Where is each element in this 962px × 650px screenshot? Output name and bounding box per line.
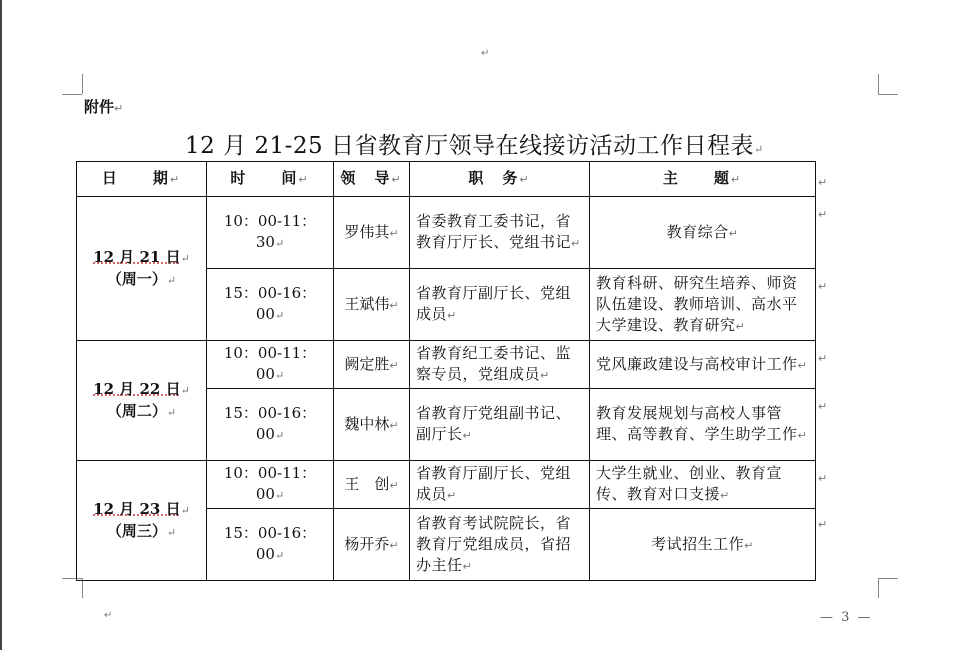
title-text: 12 月 21-25 日省教育厅领导在线接访活动工作日程表 bbox=[185, 133, 755, 159]
time-cell: 15：00-16：00↵ bbox=[207, 509, 334, 581]
table-row bbox=[77, 197, 816, 269]
topic-cell: 大学生就业、创业、教育宣传、教育对口支援↵ bbox=[590, 461, 816, 509]
header-leader: 领 导↵ bbox=[334, 162, 410, 197]
leader-cell: 阙定胜↵ bbox=[334, 341, 410, 389]
paragraph-mark: ↵ bbox=[104, 610, 113, 621]
row-end-mark: ↵ bbox=[818, 352, 828, 365]
time-cell: 10：00-11：00↵ bbox=[207, 341, 334, 389]
topic-cell: 教育发展规划与高校人事管理、高等教育、学生助学工作↵ bbox=[590, 389, 816, 461]
time-cell: 15：00-16：00↵ bbox=[207, 269, 334, 341]
table-row bbox=[77, 461, 816, 509]
table-header-row bbox=[77, 162, 816, 197]
attachment-text: 附件 bbox=[84, 98, 115, 116]
attachment-label: 附件↵ bbox=[84, 98, 124, 116]
position-cell: 省教育厅副厅长、党组成员↵ bbox=[410, 461, 590, 509]
date-cell: 12 月 23 日↵ （周三）↵ bbox=[77, 461, 207, 581]
page-left-edge bbox=[0, 0, 2, 650]
time-cell: 10：00-11：00↵ bbox=[207, 461, 334, 509]
leader-cell: 罗伟其↵ bbox=[334, 197, 410, 269]
position-cell: 省教育纪工委书记、监察专员，党组成员↵ bbox=[410, 341, 590, 389]
row-end-mark: ↵ bbox=[818, 472, 828, 485]
leader-cell: 魏中林↵ bbox=[334, 389, 410, 461]
table-row bbox=[77, 341, 816, 389]
row-end-mark: ↵ bbox=[818, 176, 828, 189]
row-end-mark: ↵ bbox=[818, 400, 828, 413]
date-cell: 12 月 22 日↵ （周二）↵ bbox=[77, 341, 207, 461]
row-end-mark: ↵ bbox=[818, 208, 828, 221]
position-cell: 省教育厅党组副书记、副厅长↵ bbox=[410, 389, 590, 461]
header-topic: 主 题↵ bbox=[590, 162, 816, 197]
topic-cell: 教育科研、研究生培养、师资队伍建设、教师培训、高水平大学建设、教育研究↵ bbox=[590, 269, 816, 341]
header-time: 时 间↵ bbox=[207, 162, 334, 197]
header-date: 日 期↵ bbox=[77, 162, 207, 197]
time-cell: 15：00-16：00↵ bbox=[207, 389, 334, 461]
leader-cell: 王 创↵ bbox=[334, 461, 410, 509]
position-cell: 省教育考试院院长，省教育厅党组成员，省招办主任↵ bbox=[410, 509, 590, 581]
leader-cell: 王斌伟↵ bbox=[334, 269, 410, 341]
topic-cell: 党风廉政建设与高校审计工作↵ bbox=[590, 341, 816, 389]
position-cell: 省教育厅副厅长、党组成员↵ bbox=[410, 269, 590, 341]
leader-cell: 杨开乔↵ bbox=[334, 509, 410, 581]
time-cell: 10：00-11：30↵ bbox=[207, 197, 334, 269]
position-cell: 省委教育工委书记，省教育厅厅长、党组书记↵ bbox=[410, 197, 590, 269]
date-cell: 12 月 21 日↵ （周一）↵ bbox=[77, 197, 207, 341]
topic-cell: 考试招生工作↵ bbox=[590, 509, 816, 581]
row-end-mark: ↵ bbox=[818, 280, 828, 293]
paragraph-mark: ↵ bbox=[481, 48, 490, 59]
row-end-mark: ↵ bbox=[818, 518, 828, 531]
page-title: 12 月 21-25 日省教育厅领导在线接访活动工作日程表↵ bbox=[185, 133, 764, 159]
topic-cell: 教育综合↵ bbox=[590, 197, 816, 269]
header-position: 职 务↵ bbox=[410, 162, 590, 197]
schedule-table bbox=[76, 161, 816, 581]
page-number: — 3 — bbox=[820, 610, 873, 625]
